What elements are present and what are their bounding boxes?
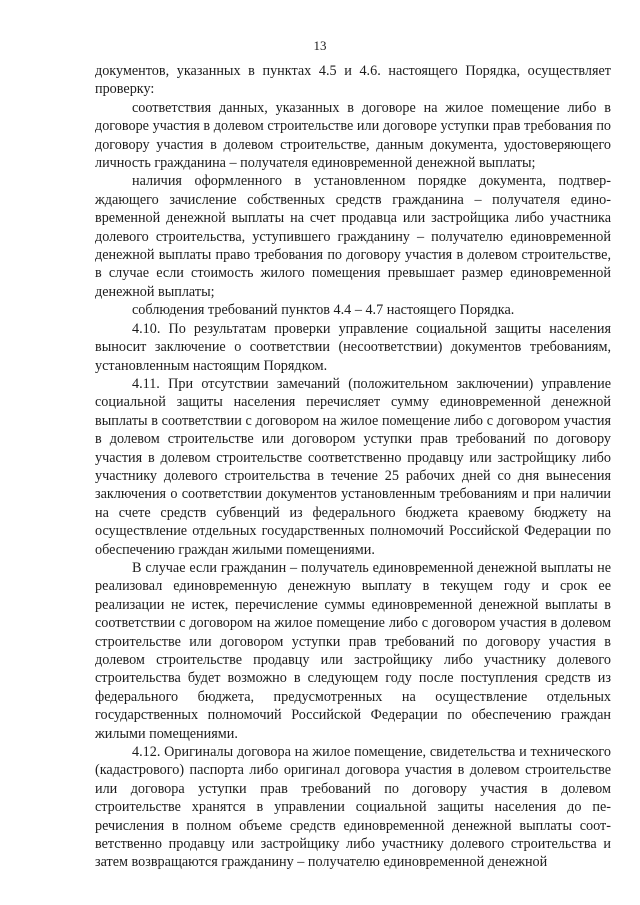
paragraph-6: 4.11. При отсутствии замечаний (положительном заключении) управление социальной защиты населения перечисляет сумму единовременной денежной выплаты в соответствии с договором на жилое помещение либо с договором участия в долевом строительстве или договором уступки прав требований по договору участия в долевом строительстве соответственно продавцу или застройщику либо участнику долевого строительства в течение 25 рабочих дней со дня вынесения заключения о соответствии документов установленным требованиям и при наличии на счете средств субвенций из федерального бюджета краевому бюджету на осуществление отдельных государственных полномочий Российской Федерации по обеспечению граждан жилыми помещениями. — [95, 375, 611, 558]
paragraph-3: наличия оформленного в установленном порядке документа, подтверждающего зачисление собственных средств гражданина – получателя единовременной денежной выплаты на счет продавца или застройщика либо участника долевого строительства, уступившего гражданину – получателю единовременной денежной выплаты право требования по договору участия в долевом строительстве, в случае если стоимость жилого помещения превышает размер единовременной денежной выплаты; — [95, 173, 611, 300]
paragraph-8: 4.12. Оригиналы договора на жилое помещение, свидетельства и технического (кадастрового) паспорта либо оригинал договора участия в долевом строительстве или договора уступки прав требований по договору участия в долевом строительстве хранятся в управлении социальной защиты населения до перечисления в полном объеме средств единовременной денежной выплаты соответственно продавцу или застройщику либо участнику долевого строительства и затем возвращаются гражданину – получателю единовременной денежной — [95, 744, 611, 871]
document-body — [95, 62, 611, 872]
paragraph-2: соответствия данных, указанных в договоре на жилое помещение либо в договоре участия в долевом строительстве или договоре уступки прав требования по договору участия в долевом строительстве, данным документа, удостоверяющего личность гражданина – получателя единовременной денежной выплаты; — [95, 99, 611, 172]
paragraph-4: соблюдения требований пунктов 4.4 – 4.7 настоящего Порядка. — [132, 302, 515, 319]
paragraph-7: В случае если гражданин – получатель единовременной денежной выплаты не реализовал единовременную денежную выплату в текущем году и срок ее реализации не истек, перечисление суммы единовременной денежной выплаты в соответствии с договором на жилое помещение либо с договором участия в долевом строительстве или договором уступки прав требований по договору участия в долевом строительстве продавцу или застройщику либо участнику долевого строительства будет возможно в следующем году после поступления средств из федерального бюджета, предусмотренных на осуществление отдельных государственных полномочий Российской Федерации по обеспечению граждан жилыми помещениями. — [95, 559, 611, 742]
page-number: 13 — [313, 38, 327, 53]
paragraph-1: документов, указанных в пунктах 4.5 и 4.6. настоящего Порядка, осуществляет проверку: — [95, 63, 611, 98]
paragraph-5: 4.10. По результатам проверки управление социальной защиты населения выносит заключение о соответствии (несоответствии) документов требованиям, установленным настоящим Порядком. — [95, 320, 611, 374]
